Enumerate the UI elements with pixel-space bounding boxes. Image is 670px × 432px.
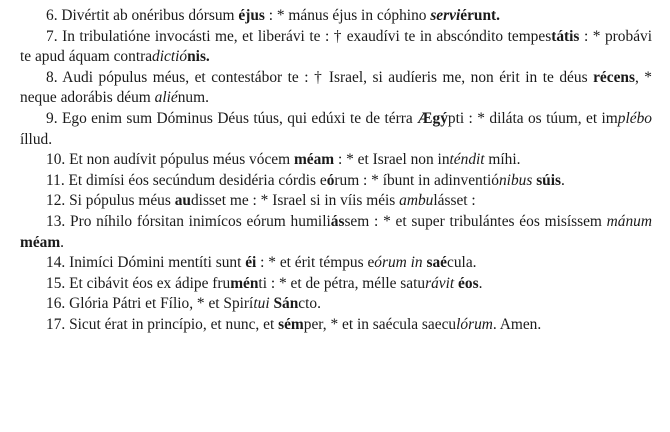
verse-text-segment: éjus	[238, 7, 265, 24]
verse-text-segment: per, * et in saécula saecu	[303, 315, 457, 333]
verse-text-segment: 10. Et non audívit pópulus méus vócem	[46, 151, 294, 169]
verse-text-segment: éos	[458, 274, 479, 292]
verse-text-segment: 13. Pro níhilo fórsitan inimícos eórum humili	[46, 212, 331, 230]
verse-text-segment: . Amen.	[492, 315, 542, 333]
verse-9	[20, 109, 652, 150]
verse-12	[20, 191, 652, 212]
verse-text-segment: mén	[230, 274, 259, 292]
verse-15	[20, 274, 652, 295]
verse-14	[20, 253, 652, 274]
verse-6	[20, 6, 652, 27]
verse-list	[20, 6, 652, 336]
verse-text-segment: íllud.	[20, 130, 53, 148]
verse-text-segment: 7. In tribulatióne invocásti me, et liberávi te : † exaudívi te in abscóndito tempes	[46, 27, 552, 45]
verse-text-segment: ti : * et de pétra, mélle satu	[258, 274, 426, 292]
verse-text-segment: disset me : * Israel si in víis méis	[190, 192, 400, 210]
verse-text-segment: : * et érit témpus e	[256, 254, 375, 272]
verse-13	[20, 212, 652, 253]
verse-text-segment: .	[478, 274, 483, 292]
verse-text-segment: ambu	[399, 192, 434, 210]
verse-11	[20, 171, 652, 192]
verse-text-segment: lásset :	[433, 192, 476, 210]
verse-text-segment: saé	[426, 254, 448, 272]
verse-text-segment: cto.	[298, 295, 321, 313]
verse-text-segment: 15. Et cibávit éos ex ádipe fru	[46, 274, 231, 292]
verse-text-segment: mánum	[606, 212, 652, 230]
verse-text-segment: plébo	[617, 109, 652, 127]
verse-text-segment: Ægý	[417, 109, 448, 127]
verse-text-segment: nibus	[498, 171, 533, 189]
verse-text-segment: : * et Israel non in	[334, 151, 450, 169]
verse-text-segment: rávit	[425, 274, 455, 292]
verse-text-segment: .	[60, 233, 65, 251]
verse-17	[20, 315, 652, 336]
verse-text-segment: 8. Audi pópulus méus, et contestábor te : † Israel, si audíeris me, non érit in te déus	[46, 68, 594, 86]
verse-text-segment: míhi.	[484, 151, 521, 169]
verse-text-segment: .	[561, 171, 565, 189]
verse-text-segment: cula.	[447, 254, 477, 272]
verse-text-segment: ás	[330, 212, 345, 230]
verse-text-segment: 16. Glória Pátri et Fílio, * et Spirí	[46, 295, 254, 313]
verse-text-segment: téndit	[449, 151, 485, 169]
verse-text-segment: , * neque adorábis déum	[20, 68, 653, 107]
verse-10	[20, 150, 652, 171]
verse-text-segment: 6. Divértit ab onéribus dórsum	[46, 7, 239, 24]
verse-text-segment: tui	[253, 295, 270, 313]
verse-text-segment: récens	[593, 68, 635, 86]
verse-text-segment: : * probávi te apud áquam contra	[20, 27, 653, 66]
verse-8	[20, 68, 652, 109]
verse-7	[20, 27, 652, 68]
verse-text-segment: 12. Si pópulus méus	[46, 192, 175, 210]
verse-text-segment: 9. Ego enim sum Dóminus Déus túus, qui edúxi te de térra	[46, 109, 418, 127]
verse-text-segment: 14. Inimíci Dómini mentíti sunt	[46, 254, 246, 272]
verse-text-segment: 11. Et dimísi éos secúndum desidéria córdis e	[46, 171, 327, 189]
verse-text-segment: ó	[326, 171, 335, 189]
verse-text-segment: méam	[20, 233, 61, 251]
verse-text-segment: tátis	[551, 27, 580, 45]
verse-text-segment: num.	[177, 89, 209, 107]
verse-text-segment: súis	[536, 171, 562, 189]
verse-text-segment: érunt.	[460, 7, 500, 24]
verse-16	[20, 294, 652, 315]
verse-text-segment: 17. Sicut érat in princípio, et nunc, et	[46, 315, 279, 333]
verse-text-segment: éi	[245, 254, 257, 272]
verse-text-segment: alié	[154, 89, 178, 107]
verse-text-segment: méam	[293, 151, 335, 169]
verse-text-segment: servi	[430, 7, 461, 24]
verse-text-segment: pti : * diláta os túum, et im	[447, 109, 618, 127]
verse-text-segment: nis.	[187, 48, 210, 66]
verse-text-segment: dictió	[152, 48, 188, 66]
verse-text-segment: sem : * et super tribulántes éos misíssem	[344, 212, 607, 230]
verse-text-segment: lórum	[456, 315, 493, 333]
verse-text-segment: au	[174, 192, 191, 210]
verse-text-segment: Sán	[273, 295, 299, 313]
verse-text-segment: órum in	[374, 254, 423, 272]
verse-text-segment: sém	[278, 315, 304, 333]
verse-text-segment: rum : * íbunt in adinventió	[334, 171, 499, 189]
verse-text-segment: : * mánus éjus in cóphino	[264, 7, 431, 24]
